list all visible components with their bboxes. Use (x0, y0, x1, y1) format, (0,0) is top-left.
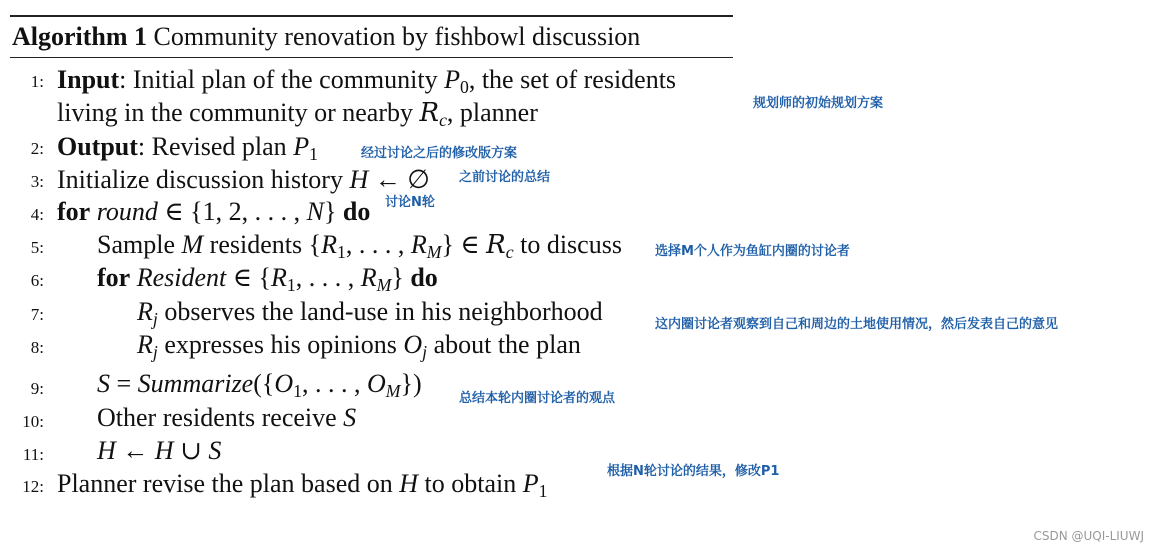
annotation-initial-plan: 规划师的初始规划方案 (753, 96, 884, 111)
line-number-7: 7: (30, 305, 44, 324)
annotation-revise: 根据N轮讨论的结果，修改P1 (607, 464, 780, 479)
annotation-rounds: 讨论N轮 (385, 195, 435, 210)
line-number-4: 4: (30, 205, 44, 224)
line-9-text: $S = Summarize(\{O_1$, . . . , $O_M$}) (97, 369, 422, 401)
line-number-8: 8: (30, 338, 44, 357)
line-number-9: 9: (30, 379, 44, 398)
line-number-2: 2: (30, 139, 44, 158)
line-1-text: Input: Initial plan of the community $P_0$, the set of residents (57, 65, 677, 97)
title-rule (10, 57, 733, 58)
algorithm-number: Algorithm 1 (12, 22, 148, 51)
line-number-3: 3: (30, 172, 44, 191)
annotation-revised-plan: 经过讨论之后的修改版方案 (361, 146, 518, 161)
line-number-6: 6: (30, 271, 44, 290)
line-number-1: 1: (30, 72, 44, 91)
line-1-text-cont: living in the community or nearby $R_c$, planner (57, 98, 538, 130)
line-7-text: $R_j$ observes the land-use in his neighborhood (137, 297, 603, 329)
algorithm-name: Community renovation by fishbowl discussion (153, 22, 641, 51)
line-number-5: 5: (30, 238, 44, 257)
line-3-text: Initialize discussion history H ← ∅ (57, 165, 430, 194)
algorithm-title (12, 20, 640, 54)
annotation-summarize: 总结本轮内圈讨论者的观点 (459, 391, 616, 406)
line-5-text: Sample M residents {$R_1$, . . . , $R_M$} ∈ $R_c$ to discuss (97, 230, 622, 262)
annotation-history: 之前讨论的总结 (459, 170, 551, 185)
line-2-text: Output: Revised plan $P_1$ (57, 132, 318, 164)
line-number-12: 12: (22, 477, 44, 496)
line-number-10: 10: (22, 412, 44, 431)
annotation-sample: 选择M个人作为鱼缸内圈的讨论者 (655, 244, 850, 259)
annotation-observe: 这内圈讨论者观察到自己和周边的土地使用情况，然后发表自己的意见 (655, 317, 1059, 332)
top-rule (10, 15, 733, 17)
line-12-text: Planner revise the plan based on H to obtain $P_1$ (57, 469, 548, 501)
line-11-text: H ← H ∪ S (97, 436, 222, 465)
line-10-text: Other residents receive S (97, 403, 357, 432)
line-number-11: 11: (22, 445, 44, 464)
watermark: CSDN @UQI-LIUWJ (1033, 529, 1144, 543)
line-8-text: $R_j$ expresses his opinions $O_j$ about the plan (137, 330, 581, 362)
line-6-text: for Resident ∈ {$R_1$, . . . , $R_M$} do (97, 263, 438, 295)
line-4-text: for round ∈ {1, 2, . . . , N} do (57, 197, 371, 226)
